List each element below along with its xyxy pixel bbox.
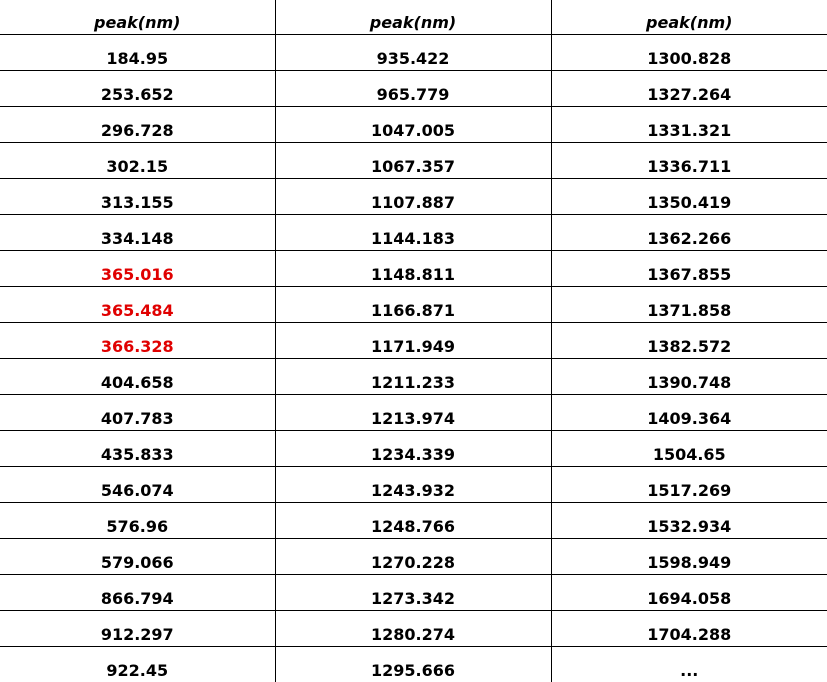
column-header: peak(nm) <box>0 0 275 35</box>
peak-cell: 866.794 <box>0 575 275 611</box>
peak-cell: ... <box>551 647 827 682</box>
peak-cell: 546.074 <box>0 467 275 503</box>
peak-cell: 1166.871 <box>275 287 551 323</box>
table-row <box>0 503 827 539</box>
peak-cell: 576.96 <box>0 503 275 539</box>
peak-cell: 1270.228 <box>275 539 551 575</box>
table-row <box>0 611 827 647</box>
peak-cell: 253.652 <box>0 71 275 107</box>
peak-cell: 1327.264 <box>551 71 827 107</box>
peak-cell: 1213.974 <box>275 395 551 431</box>
peak-cell: 334.148 <box>0 215 275 251</box>
column-header: peak(nm) <box>551 0 827 35</box>
peak-cell: 1371.858 <box>551 287 827 323</box>
table-row <box>0 647 827 682</box>
peak-cell: 1382.572 <box>551 323 827 359</box>
peak-cell: 1047.005 <box>275 107 551 143</box>
table-row <box>0 287 827 323</box>
header-row <box>0 0 827 35</box>
peak-cell: 1336.711 <box>551 143 827 179</box>
table-row <box>0 107 827 143</box>
table-row <box>0 143 827 179</box>
table-row <box>0 215 827 251</box>
peak-cell: 302.15 <box>0 143 275 179</box>
peak-cell: 1171.949 <box>275 323 551 359</box>
peak-cell: 1694.058 <box>551 575 827 611</box>
peak-cell: 1598.949 <box>551 539 827 575</box>
peak-cell: 1362.266 <box>551 215 827 251</box>
peak-cell: 435.833 <box>0 431 275 467</box>
peak-cell: 313.155 <box>0 179 275 215</box>
peak-cell: 296.728 <box>0 107 275 143</box>
peak-cell: 1107.887 <box>275 179 551 215</box>
table-row <box>0 431 827 467</box>
peak-cell: 579.066 <box>0 539 275 575</box>
column-header: peak(nm) <box>275 0 551 35</box>
peak-cell: 365.016 <box>0 251 275 287</box>
peak-cell: 1367.855 <box>551 251 827 287</box>
table-row <box>0 323 827 359</box>
peak-cell: 404.658 <box>0 359 275 395</box>
peak-cell: 1248.766 <box>275 503 551 539</box>
peak-cell: 1532.934 <box>551 503 827 539</box>
table-row <box>0 539 827 575</box>
peak-cell: 1148.811 <box>275 251 551 287</box>
peak-cell: 1300.828 <box>551 35 827 71</box>
table-row <box>0 71 827 107</box>
peak-cell: 365.484 <box>0 287 275 323</box>
peak-cell: 965.779 <box>275 71 551 107</box>
peak-cell: 1295.666 <box>275 647 551 682</box>
peak-cell: 1704.288 <box>551 611 827 647</box>
peak-cell: 1504.65 <box>551 431 827 467</box>
peak-cell: 1273.342 <box>275 575 551 611</box>
peak-cell: 1409.364 <box>551 395 827 431</box>
table-row <box>0 179 827 215</box>
peak-cell: 1211.233 <box>275 359 551 395</box>
table-row <box>0 395 827 431</box>
peak-cell: 407.783 <box>0 395 275 431</box>
peak-cell: 1234.339 <box>275 431 551 467</box>
peak-cell: 922.45 <box>0 647 275 682</box>
peak-cell: 935.422 <box>275 35 551 71</box>
table-row <box>0 359 827 395</box>
peak-cell: 912.297 <box>0 611 275 647</box>
peak-cell: 1331.321 <box>551 107 827 143</box>
peak-cell: 1243.932 <box>275 467 551 503</box>
table-row <box>0 35 827 71</box>
peak-cell: 1280.274 <box>275 611 551 647</box>
table-row <box>0 575 827 611</box>
peak-cell: 1067.357 <box>275 143 551 179</box>
peak-cell: 366.328 <box>0 323 275 359</box>
peak-cell: 184.95 <box>0 35 275 71</box>
peak-cell: 1390.748 <box>551 359 827 395</box>
table-row <box>0 251 827 287</box>
table-row <box>0 467 827 503</box>
peak-cell: 1350.419 <box>551 179 827 215</box>
peak-cell: 1517.269 <box>551 467 827 503</box>
peak-cell: 1144.183 <box>275 215 551 251</box>
